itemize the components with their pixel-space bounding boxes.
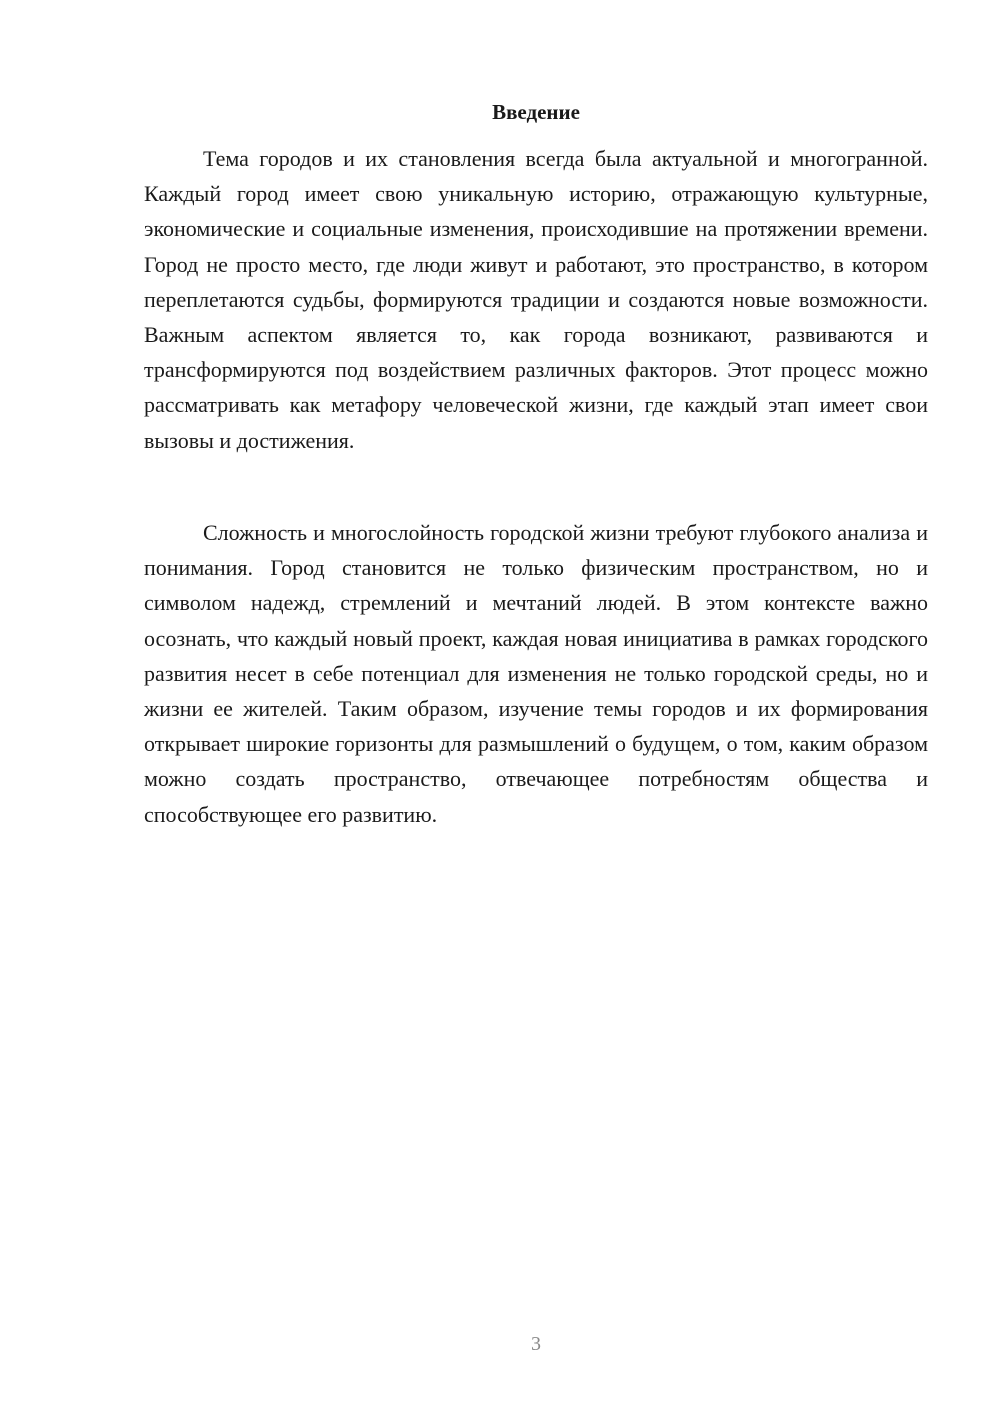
paragraph-2: Сложность и многослойность городской жизни требуют глубокого анализа и понимания. Город становится не только физическим пространством, но и символом надежд, стремлений и мечтаний людей. В этом контексте важно осознать, что каждый новый проект, каждая новая инициатива в рамках городского развития несет в себе потенциал для изменения не только городской среды, но и жизни ее жителей. Таким образом, изучение темы городов и их формирования открывает широкие горизонты для размышлений о будущем, о том, каким образом можно создать пространство, отвечающее потребностям общества и способствующее его развитию. bbox=[144, 520, 928, 827]
section-heading: Введение bbox=[492, 100, 580, 124]
page-number: 3 bbox=[531, 1333, 541, 1355]
paragraph-1: Тема городов и их становления всегда была актуальной и многогранной. Каждый город имеет свою уникальную историю, отражающую культурные, экономические и социальные изменения, происходившие на протяжении времени. Город не просто место, где люди живут и работают, это пространство, в котором переплетаются судьбы, формируются традиции и создаются новые возможности. Важным аспектом является то, как города возникают, развиваются и трансформируются под воздействием различных факторов. Этот процесс можно рассматривать как метафору человеческой жизни, где каждый этап имеет свои вызовы и достижения. bbox=[144, 146, 928, 453]
